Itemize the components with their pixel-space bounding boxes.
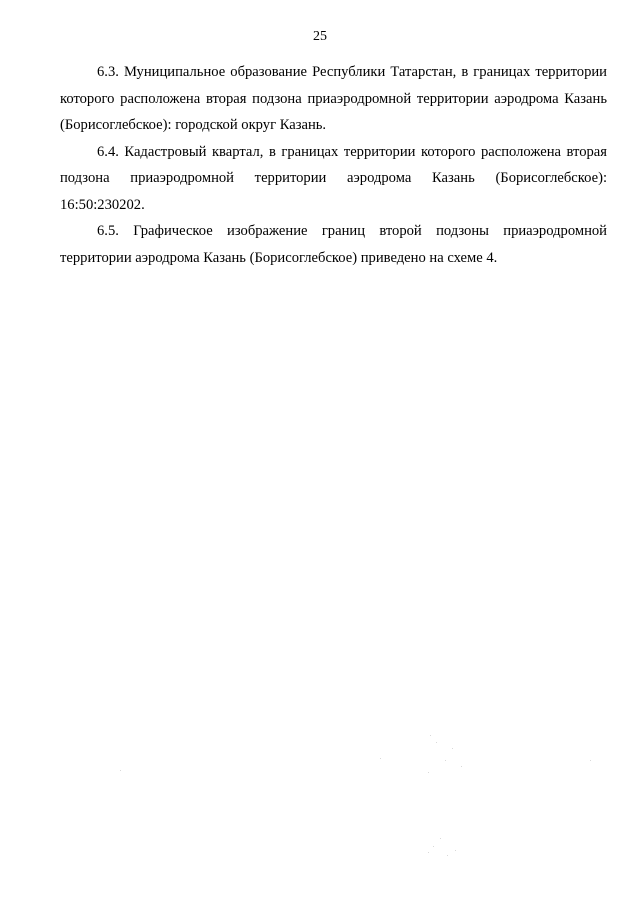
paragraph-6-4: 6.4. Кадастровый квартал, в границах территории которого расположена вторая подзона приаэродромной территории аэродрома Казань (Борисоглебское): 16:50:230202. <box>60 143 607 213</box>
document-body <box>60 59 607 271</box>
paragraph-6-5: 6.5. Графическое изображение границ второй подзоны приаэродромной территории аэродрома Казань (Борисоглебское) приведено на схеме 4. <box>60 223 607 266</box>
paragraph-6-3: 6.3. Муниципальное образование Республики Татарстан, в границах территории которого расположена вторая подзона приаэродромной территории аэродрома Казань (Борисоглебское): городской округ Казань. <box>60 64 607 133</box>
page-number: 25 <box>313 29 327 44</box>
